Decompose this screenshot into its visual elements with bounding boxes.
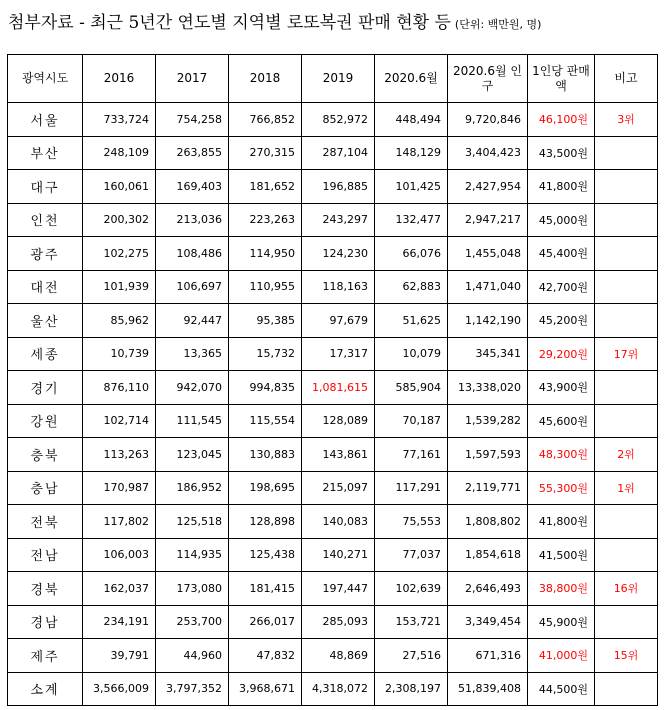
per-capita-cell: 43,900원 [528, 371, 595, 405]
region-cell: 인천 [8, 203, 83, 237]
sales-2018-cell: 181,415 [229, 572, 302, 606]
remark-cell: 15위 [595, 639, 658, 673]
sales-2019-cell: 196,885 [302, 170, 375, 204]
sales-2020-cell: 10,079 [375, 337, 448, 371]
population-cell: 2,947,217 [448, 203, 528, 237]
population-cell: 1,142,190 [448, 304, 528, 338]
sales-2019-cell: 243,297 [302, 203, 375, 237]
sales-2020-cell: 62,883 [375, 270, 448, 304]
remark-cell: 16위 [595, 572, 658, 606]
sales-2019-cell: 1,081,615 [302, 371, 375, 405]
population-cell: 2,646,493 [448, 572, 528, 606]
table-row [8, 371, 658, 405]
sales-2018-cell: 223,263 [229, 203, 302, 237]
sales-2018-cell: 114,950 [229, 237, 302, 271]
sales-2020-cell: 448,494 [375, 103, 448, 137]
sales-2017-cell: 108,486 [156, 237, 229, 271]
region-cell: 경남 [8, 605, 83, 639]
remark-cell [595, 538, 658, 572]
population-cell: 1,539,282 [448, 404, 528, 438]
sales-2019-cell: 287,104 [302, 136, 375, 170]
sales-2018-cell: 95,385 [229, 304, 302, 338]
sales-2018-cell: 115,554 [229, 404, 302, 438]
region-cell: 대전 [8, 270, 83, 304]
region-cell: 부산 [8, 136, 83, 170]
sales-2017-cell: 123,045 [156, 438, 229, 472]
sales-2016-cell: 113,263 [83, 438, 156, 472]
remark-cell [595, 404, 658, 438]
lotto-sales-table [7, 54, 658, 706]
sales-2018-cell: 3,968,671 [229, 672, 302, 706]
sales-2019-cell: 48,869 [302, 639, 375, 673]
per-capita-cell: 42,700원 [528, 270, 595, 304]
sales-2018-cell: 766,852 [229, 103, 302, 137]
sales-2019-cell: 118,163 [302, 270, 375, 304]
remark-cell [595, 170, 658, 204]
sales-2017-cell: 92,447 [156, 304, 229, 338]
population-cell: 1,808,802 [448, 505, 528, 539]
header-region: 광역시도 [8, 55, 83, 103]
remark-cell [595, 203, 658, 237]
sales-2018-cell: 198,695 [229, 471, 302, 505]
per-capita-cell: 43,500원 [528, 136, 595, 170]
sales-2019-cell: 140,083 [302, 505, 375, 539]
header-2018: 2018 [229, 55, 302, 103]
table-header-row [8, 55, 658, 103]
sales-2016-cell: 85,962 [83, 304, 156, 338]
sales-2016-cell: 102,275 [83, 237, 156, 271]
population-cell: 9,720,846 [448, 103, 528, 137]
population-cell: 3,404,423 [448, 136, 528, 170]
header-remarks: 비고 [595, 55, 658, 103]
sales-2016-cell: 876,110 [83, 371, 156, 405]
sales-2018-cell: 15,732 [229, 337, 302, 371]
header-2016: 2016 [83, 55, 156, 103]
remark-cell: 1위 [595, 471, 658, 505]
sales-2017-cell: 106,697 [156, 270, 229, 304]
sales-2018-cell: 128,898 [229, 505, 302, 539]
sales-2017-cell: 253,700 [156, 605, 229, 639]
per-capita-cell: 55,300원 [528, 471, 595, 505]
sales-2020-cell: 77,161 [375, 438, 448, 472]
sales-2019-cell: 852,972 [302, 103, 375, 137]
sales-2019-cell: 128,089 [302, 404, 375, 438]
population-cell: 51,839,408 [448, 672, 528, 706]
population-cell: 1,455,048 [448, 237, 528, 271]
sales-2016-cell: 162,037 [83, 572, 156, 606]
region-cell: 서울 [8, 103, 83, 137]
sales-2016-cell: 3,566,009 [83, 672, 156, 706]
sales-2017-cell: 942,070 [156, 371, 229, 405]
population-cell: 2,427,954 [448, 170, 528, 204]
sales-2020-cell: 66,076 [375, 237, 448, 271]
region-cell: 울산 [8, 304, 83, 338]
sales-2018-cell: 181,652 [229, 170, 302, 204]
sales-2016-cell: 733,724 [83, 103, 156, 137]
sales-2020-cell: 153,721 [375, 605, 448, 639]
sales-2016-cell: 39,791 [83, 639, 156, 673]
sales-2020-cell: 117,291 [375, 471, 448, 505]
sales-2018-cell: 270,315 [229, 136, 302, 170]
sales-2016-cell: 117,802 [83, 505, 156, 539]
table-row [8, 538, 658, 572]
remark-cell: 2위 [595, 438, 658, 472]
sales-2020-cell: 2,308,197 [375, 672, 448, 706]
per-capita-cell: 41,500원 [528, 538, 595, 572]
table-row [8, 605, 658, 639]
remark-cell [595, 304, 658, 338]
sales-2020-cell: 132,477 [375, 203, 448, 237]
sales-2019-cell: 285,093 [302, 605, 375, 639]
remark-cell: 3위 [595, 103, 658, 137]
sales-2019-cell: 143,861 [302, 438, 375, 472]
sales-2018-cell: 130,883 [229, 438, 302, 472]
sales-2020-cell: 102,639 [375, 572, 448, 606]
header-2019: 2019 [302, 55, 375, 103]
table-row [8, 170, 658, 204]
table-row [8, 438, 658, 472]
region-cell: 세종 [8, 337, 83, 371]
per-capita-cell: 45,200원 [528, 304, 595, 338]
sales-2020-cell: 70,187 [375, 404, 448, 438]
sales-2018-cell: 266,017 [229, 605, 302, 639]
region-cell: 소계 [8, 672, 83, 706]
sales-2020-cell: 27,516 [375, 639, 448, 673]
sales-2019-cell: 4,318,072 [302, 672, 375, 706]
sales-2016-cell: 234,191 [83, 605, 156, 639]
sales-2019-cell: 124,230 [302, 237, 375, 271]
per-capita-cell: 45,900원 [528, 605, 595, 639]
remark-cell [595, 505, 658, 539]
sales-2020-cell: 77,037 [375, 538, 448, 572]
table-row [8, 270, 658, 304]
table-row [8, 572, 658, 606]
population-cell: 1,854,618 [448, 538, 528, 572]
table-row [8, 337, 658, 371]
per-capita-cell: 45,000원 [528, 203, 595, 237]
per-capita-cell: 45,600원 [528, 404, 595, 438]
header-2017: 2017 [156, 55, 229, 103]
sales-2017-cell: 754,258 [156, 103, 229, 137]
sales-2017-cell: 263,855 [156, 136, 229, 170]
population-cell: 2,119,771 [448, 471, 528, 505]
per-capita-cell: 48,300원 [528, 438, 595, 472]
region-cell: 전남 [8, 538, 83, 572]
table-row [8, 639, 658, 673]
header-per-capita: 1인당 판매액 [528, 55, 595, 103]
sales-2017-cell: 213,036 [156, 203, 229, 237]
remark-cell [595, 270, 658, 304]
region-cell: 충남 [8, 471, 83, 505]
table-row [8, 505, 658, 539]
population-cell: 1,597,593 [448, 438, 528, 472]
sales-2019-cell: 197,447 [302, 572, 375, 606]
region-cell: 대구 [8, 170, 83, 204]
sales-2016-cell: 10,739 [83, 337, 156, 371]
table-row [8, 672, 658, 706]
sales-2016-cell: 248,109 [83, 136, 156, 170]
sales-2016-cell: 106,003 [83, 538, 156, 572]
sales-2018-cell: 110,955 [229, 270, 302, 304]
per-capita-cell: 41,800원 [528, 170, 595, 204]
sales-2020-cell: 148,129 [375, 136, 448, 170]
sales-2020-cell: 51,625 [375, 304, 448, 338]
region-cell: 광주 [8, 237, 83, 271]
sales-2017-cell: 3,797,352 [156, 672, 229, 706]
sales-2017-cell: 169,403 [156, 170, 229, 204]
sales-2017-cell: 186,952 [156, 471, 229, 505]
table-row [8, 203, 658, 237]
sales-2019-cell: 215,097 [302, 471, 375, 505]
header-2020-jun: 2020.6월 [375, 55, 448, 103]
document-title-line [8, 6, 658, 40]
sales-2017-cell: 44,960 [156, 639, 229, 673]
region-cell: 경북 [8, 572, 83, 606]
table-row [8, 237, 658, 271]
table-row [8, 103, 658, 137]
sales-2017-cell: 13,365 [156, 337, 229, 371]
unit-note: (단위: 백만원, 명) [454, 18, 542, 31]
sales-2016-cell: 160,061 [83, 170, 156, 204]
region-cell: 경기 [8, 371, 83, 405]
table-row [8, 136, 658, 170]
document-title: 첨부자료 - 최근 5년간 연도별 지역별 로또복권 판매 현황 등 [8, 13, 451, 33]
sales-2017-cell: 125,518 [156, 505, 229, 539]
population-cell: 1,471,040 [448, 270, 528, 304]
sales-2019-cell: 97,679 [302, 304, 375, 338]
remark-cell [595, 371, 658, 405]
sales-2019-cell: 17,317 [302, 337, 375, 371]
population-cell: 671,316 [448, 639, 528, 673]
sales-2019-cell: 140,271 [302, 538, 375, 572]
sales-2020-cell: 585,904 [375, 371, 448, 405]
per-capita-cell: 29,200원 [528, 337, 595, 371]
sales-2018-cell: 47,832 [229, 639, 302, 673]
per-capita-cell: 41,800원 [528, 505, 595, 539]
region-cell: 전북 [8, 505, 83, 539]
remark-cell [595, 672, 658, 706]
population-cell: 3,349,454 [448, 605, 528, 639]
remark-cell [595, 136, 658, 170]
sales-2017-cell: 173,080 [156, 572, 229, 606]
region-cell: 충북 [8, 438, 83, 472]
region-cell: 제주 [8, 639, 83, 673]
remark-cell [595, 605, 658, 639]
population-cell: 13,338,020 [448, 371, 528, 405]
remark-cell [595, 237, 658, 271]
population-cell: 345,341 [448, 337, 528, 371]
region-cell: 강원 [8, 404, 83, 438]
sales-2016-cell: 102,714 [83, 404, 156, 438]
remark-cell: 17위 [595, 337, 658, 371]
per-capita-cell: 38,800원 [528, 572, 595, 606]
sales-2016-cell: 200,302 [83, 203, 156, 237]
sales-2018-cell: 125,438 [229, 538, 302, 572]
table-row [8, 304, 658, 338]
per-capita-cell: 41,000원 [528, 639, 595, 673]
table-row [8, 471, 658, 505]
sales-2016-cell: 101,939 [83, 270, 156, 304]
sales-2018-cell: 994,835 [229, 371, 302, 405]
table-row [8, 404, 658, 438]
per-capita-cell: 44,500원 [528, 672, 595, 706]
per-capita-cell: 45,400원 [528, 237, 595, 271]
sales-2017-cell: 111,545 [156, 404, 229, 438]
sales-2017-cell: 114,935 [156, 538, 229, 572]
sales-2016-cell: 170,987 [83, 471, 156, 505]
sales-2020-cell: 75,553 [375, 505, 448, 539]
sales-2020-cell: 101,425 [375, 170, 448, 204]
header-population: 2020.6월 인구 [448, 55, 528, 103]
per-capita-cell: 46,100원 [528, 103, 595, 137]
